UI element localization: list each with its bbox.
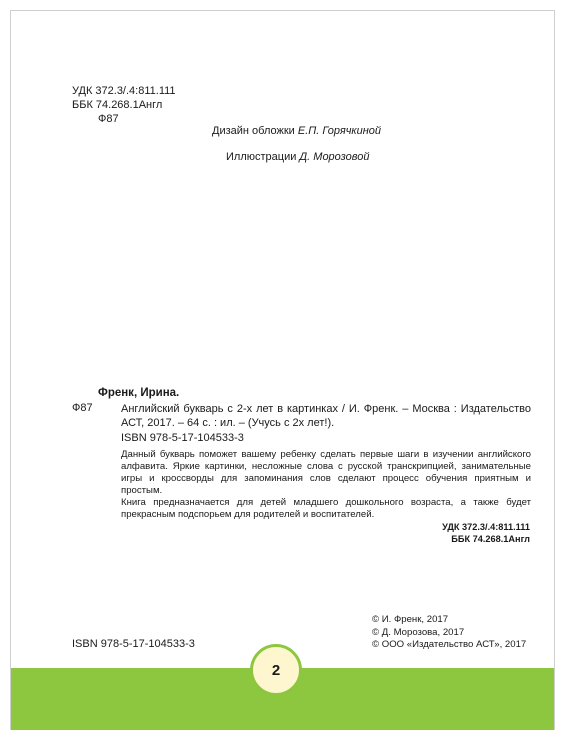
card-bbk: ББК 74.268.1Англ (451, 534, 530, 544)
copyright-author: © И. Френк, 2017 (372, 614, 449, 625)
illustrations-credit (226, 151, 370, 163)
page-number-badge (250, 644, 302, 696)
copyright-block (372, 614, 526, 652)
author-sign: Ф87 (98, 113, 119, 125)
copyright-publisher: © ООО «Издательство АСТ», 2017 (372, 639, 527, 650)
annotation (121, 449, 531, 521)
classification-codes (72, 84, 176, 126)
card-author-sign: Ф87 (72, 402, 93, 414)
footer-isbn: ISBN 978-5-17-104533-3 (72, 638, 195, 650)
card-udk: УДК 372.3/.4:811.111 (442, 522, 530, 532)
card-classification-codes (442, 521, 530, 545)
page-number: 2 (271, 661, 281, 679)
cover-designer-name: Е.П. Горячкиной (297, 125, 381, 137)
card-isbn: ISBN 978-5-17-104533-3 (121, 432, 244, 444)
annotation-paragraph-1: Данный букварь поможет вашему ребенку сделать первые шаги в изучении английского алфавита. Яркие картинки, несложные слова с русской транскрипцией, занимательные игры и кроссворды для запоминания слов сделают процесс обучения приятным и простым. (121, 449, 531, 496)
bbk-code: ББК 74.268.1Англ (72, 99, 163, 111)
annotation-paragraph-2: Книга предназначается для детей младшего дошкольного возраста, а также будет прекрасным подспорьем для родителей и воспитателей. (121, 497, 531, 520)
udk-code: УДК 372.3/.4:811.111 (72, 85, 176, 97)
illustrator-name: Д. Морозовой (299, 151, 370, 163)
card-author: Френк, Ирина. (98, 387, 180, 399)
card-description: Английский букварь с 2-х лет в картинках / И. Френк. – Москва : Издательство АСТ, 2017. – 64 с. : ил. – (Учусь с 2х лет!). (121, 403, 531, 429)
illustrations-label: Иллюстрации (226, 151, 300, 163)
copyright-illustrator: © Д. Морозова, 2017 (372, 626, 465, 638)
cover-design-label: Дизайн обложки (212, 125, 298, 137)
cover-design-credit (212, 125, 381, 137)
